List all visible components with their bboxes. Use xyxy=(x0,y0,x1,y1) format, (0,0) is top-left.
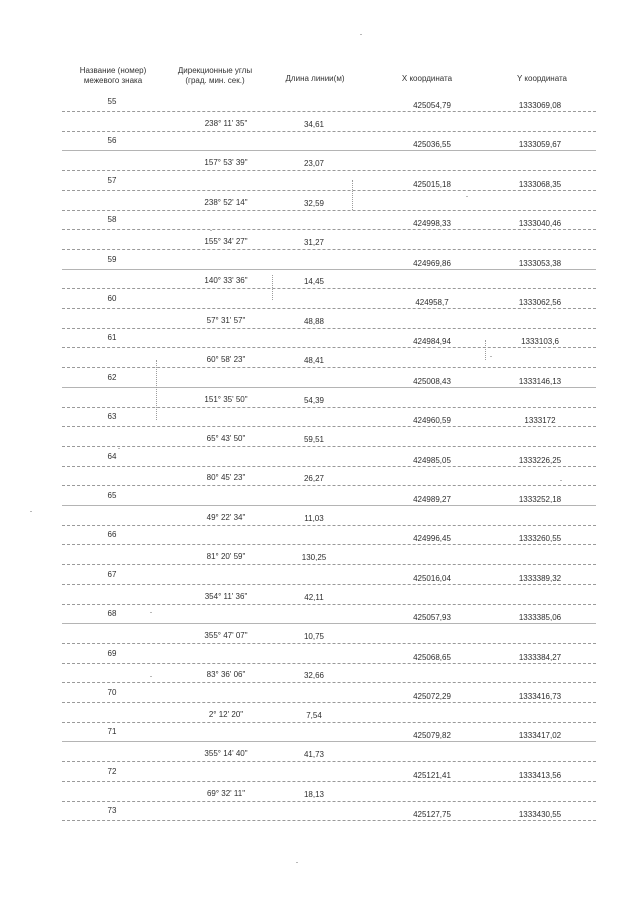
column-separator xyxy=(272,275,273,300)
segment-angle: 2° 12' 20" xyxy=(208,709,244,719)
point-y: 1333053,38 xyxy=(518,258,562,268)
row-divider xyxy=(62,328,596,329)
point-x: 424989,27 xyxy=(413,495,451,504)
row-divider xyxy=(62,446,596,447)
scan-speck xyxy=(210,230,212,231)
point-x: 424960,59 xyxy=(413,416,451,426)
point-name: 55 xyxy=(107,97,117,106)
segment-length: 59,51 xyxy=(303,434,325,444)
point-name: 59 xyxy=(107,254,117,264)
row-divider xyxy=(62,249,596,250)
segment-angle: 81° 20' 59" xyxy=(206,552,246,562)
point-y: 1333062,56 xyxy=(518,298,562,307)
row-divider xyxy=(62,663,596,664)
segment-length: 11,03 xyxy=(304,513,324,523)
segment-length: 14,45 xyxy=(303,277,325,287)
point-name: 69 xyxy=(107,648,117,658)
column-separator xyxy=(352,180,353,210)
point-y: 1333416,73 xyxy=(518,692,562,701)
point-y: 1333059,67 xyxy=(518,140,562,150)
point-name: 65 xyxy=(107,491,117,500)
row-divider xyxy=(62,761,596,762)
row-divider xyxy=(62,131,596,132)
point-y: 1333430,55 xyxy=(518,810,562,820)
segment-angle: 354° 11' 36" xyxy=(204,591,248,601)
header-line-length: Длина линии(м) xyxy=(285,74,345,83)
row-divider xyxy=(62,367,596,368)
point-x: 424996,45 xyxy=(413,534,451,544)
segment-length: 54,39 xyxy=(303,395,325,405)
row-divider xyxy=(62,623,596,624)
point-name: 72 xyxy=(107,766,117,776)
row-divider xyxy=(62,347,596,348)
segment-length: 32,66 xyxy=(303,671,325,681)
header-direction-angle xyxy=(160,66,270,86)
point-x: 425008,43 xyxy=(413,376,451,386)
row-divider xyxy=(62,505,596,506)
row-divider xyxy=(62,525,596,526)
point-y: 1333069,08 xyxy=(518,101,562,110)
segment-angle: 238° 52' 14" xyxy=(204,197,248,207)
point-y: 1333385,06 xyxy=(518,613,562,623)
row-divider xyxy=(62,584,596,585)
segment-angle: 60° 58' 23" xyxy=(206,355,246,365)
segment-length: 7,54 xyxy=(306,710,322,720)
row-divider xyxy=(62,111,596,112)
point-name: 70 xyxy=(107,688,117,697)
scan-speck xyxy=(560,480,562,481)
row-divider xyxy=(62,564,596,565)
row-divider xyxy=(62,288,596,289)
header-point-name-line1: Название (номер) xyxy=(79,66,147,75)
point-name: 73 xyxy=(107,806,117,816)
point-name: 61 xyxy=(107,333,117,343)
point-x: 424958,7 xyxy=(415,298,449,307)
point-x: 425072,29 xyxy=(413,692,451,701)
row-divider xyxy=(62,544,596,545)
point-name: 58 xyxy=(107,215,117,225)
point-name: 71 xyxy=(107,727,117,737)
segment-length: 10,75 xyxy=(303,631,325,641)
scan-speck xyxy=(118,448,120,449)
header-point-name xyxy=(66,66,160,86)
row-divider xyxy=(62,426,596,427)
row-divider xyxy=(62,210,596,211)
point-x: 424969,86 xyxy=(413,258,451,268)
point-y: 1333103,6 xyxy=(521,337,559,347)
header-point-name-line2: межевого знака xyxy=(83,76,143,85)
point-name: 68 xyxy=(107,609,117,619)
scan-speck xyxy=(296,862,298,863)
segment-length: 23,07 xyxy=(303,159,325,169)
row-divider xyxy=(62,229,596,230)
segment-angle: 57° 31' 57" xyxy=(206,315,246,325)
point-y: 1333260,55 xyxy=(518,534,562,544)
segment-angle: 238° 11' 35" xyxy=(204,118,248,128)
point-x: 424984,94 xyxy=(413,337,451,347)
segment-angle: 140° 33' 36" xyxy=(204,276,248,286)
row-divider xyxy=(62,170,596,171)
point-name: 63 xyxy=(107,412,117,422)
row-divider xyxy=(62,781,596,782)
segment-angle: 69° 32' 11" xyxy=(206,788,246,798)
point-y: 1333417,02 xyxy=(518,731,562,741)
segment-length: 34,61 xyxy=(303,119,325,129)
segment-length: 48,88 xyxy=(303,316,325,326)
segment-length: 130,25 xyxy=(301,553,327,563)
point-x: 425121,41 xyxy=(413,770,451,780)
row-divider xyxy=(62,702,596,703)
row-divider xyxy=(62,308,596,309)
point-x: 425015,18 xyxy=(413,179,451,189)
column-separator xyxy=(485,340,486,360)
point-x: 424998,33 xyxy=(413,219,451,229)
point-y: 1333172 xyxy=(524,416,556,426)
row-divider xyxy=(62,269,596,270)
point-y: 1333413,56 xyxy=(518,770,562,780)
point-name: 64 xyxy=(107,451,117,461)
point-name: 56 xyxy=(107,136,117,146)
header-direction-line2: (град. мин. сек.) xyxy=(185,76,245,85)
segment-length: 18,13 xyxy=(303,789,325,799)
segment-length: 42,11 xyxy=(304,592,324,602)
point-x: 425127,75 xyxy=(413,810,451,820)
segment-angle: 155° 34' 27" xyxy=(204,236,248,246)
row-divider xyxy=(62,820,596,821)
row-divider xyxy=(62,190,596,191)
point-x: 425016,04 xyxy=(413,573,451,583)
scan-speck xyxy=(360,34,362,35)
row-divider xyxy=(62,604,596,605)
point-name: 62 xyxy=(107,372,117,382)
point-y: 1333384,27 xyxy=(518,652,562,662)
segment-angle: 355° 47' 07" xyxy=(204,630,248,640)
point-x: 425068,65 xyxy=(413,652,451,662)
row-divider xyxy=(62,407,596,408)
point-name: 67 xyxy=(107,569,117,579)
point-y: 1333226,25 xyxy=(518,455,562,465)
header-y-coordinate: Y координата xyxy=(516,74,568,83)
header-x-coordinate: X координата xyxy=(401,74,453,83)
point-x: 425036,55 xyxy=(413,140,451,150)
scan-speck xyxy=(466,196,468,197)
row-divider xyxy=(62,722,596,723)
row-divider xyxy=(62,643,596,644)
point-y: 1333389,32 xyxy=(518,573,562,583)
segment-angle: 157° 53' 39" xyxy=(204,158,248,168)
point-y: 1333252,18 xyxy=(518,495,562,504)
point-name: 66 xyxy=(107,530,117,540)
point-x: 424985,05 xyxy=(413,455,451,465)
segment-length: 41,73 xyxy=(303,750,325,760)
scan-speck xyxy=(150,612,152,613)
point-x: 425054,79 xyxy=(413,101,451,110)
point-y: 1333068,35 xyxy=(518,179,562,189)
segment-angle: 355° 14' 40" xyxy=(204,749,248,759)
segment-angle: 49° 22' 34" xyxy=(206,512,246,522)
column-separator xyxy=(156,360,157,420)
row-divider xyxy=(62,682,596,683)
segment-angle: 65° 43' 50" xyxy=(206,433,246,443)
point-name: 57 xyxy=(107,175,117,185)
point-name: 60 xyxy=(107,294,117,303)
segment-angle: 83° 36' 06" xyxy=(206,670,246,680)
segment-angle: 151° 35' 50" xyxy=(204,394,248,404)
row-divider xyxy=(62,150,596,151)
row-divider xyxy=(62,466,596,467)
row-divider xyxy=(62,801,596,802)
scan-speck xyxy=(30,511,32,512)
point-y: 1333040,46 xyxy=(518,219,562,229)
segment-angle: 80° 45' 23" xyxy=(206,473,246,483)
row-divider xyxy=(62,387,596,388)
point-y: 1333146,13 xyxy=(518,376,562,386)
point-x: 425079,82 xyxy=(413,731,451,741)
segment-length: 31,27 xyxy=(303,237,325,247)
row-divider xyxy=(62,485,596,486)
segment-length: 48,41 xyxy=(303,356,325,366)
segment-length: 32,59 xyxy=(303,198,325,208)
segment-length: 26,27 xyxy=(303,474,325,484)
row-divider xyxy=(62,741,596,742)
scan-speck xyxy=(490,356,492,357)
point-x: 425057,93 xyxy=(413,613,451,623)
scan-speck xyxy=(150,676,152,677)
header-direction-line1: Дирекционные углы xyxy=(177,66,253,75)
